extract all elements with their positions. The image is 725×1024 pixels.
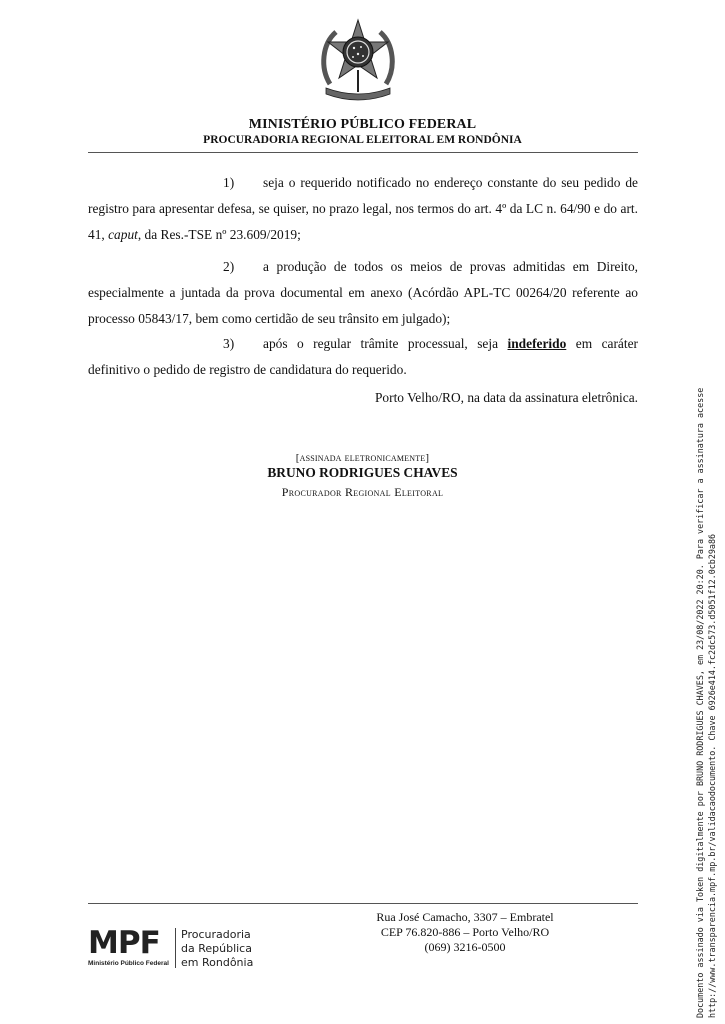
- brazil-coat-of-arms-icon: [318, 18, 398, 102]
- mpf-logo-caption: Ministério Público Federal: [88, 960, 169, 967]
- address-cep: CEP 76.820-886 – Porto Velho/RO: [380, 925, 550, 939]
- item-italic-term: caput: [108, 227, 138, 242]
- place-date: Porto Velho/RO, na data da assinatura eletrônica.: [374, 390, 638, 405]
- item-text-after: em caráter definitivo o pedido de registro de candidatura do requerido.: [88, 336, 638, 377]
- signature-note: [assinada eletronicamente]: [295, 452, 430, 464]
- mpf-logo-letters: MPF: [88, 925, 160, 961]
- org-line-2: da República: [181, 942, 252, 955]
- org-line-3: em Rondônia: [181, 956, 254, 969]
- signer-name: BRUNO RODRIGUES CHAVES: [267, 465, 458, 480]
- request-item-1: [88, 170, 638, 248]
- org-line-1: Procuradoria: [181, 928, 251, 941]
- item-text: a produção de todos os meios de provas admitidas em Direito, especialmente a juntada da prova documental em anexo (Acórdão APL-TC 00264/20 referente ao processo 05843/17, bem como certidão de seu trânsito em julgado);: [88, 259, 638, 326]
- signer-role: Procurador Regional Eleitoral: [281, 485, 444, 499]
- mpf-logo: [88, 926, 263, 972]
- logo-divider: [175, 928, 176, 968]
- stamp-line-2: http://www.transparencia.mpf.mp.br/validacaodocumento. Chave 6926e414.fc2dc573.d5051f12.0cb29a86: [707, 533, 717, 1018]
- request-item-3: [88, 331, 638, 383]
- item-number: 3): [223, 336, 235, 351]
- footer-address: [330, 910, 600, 955]
- item-text-after: , da Res.-TSE nº 23.609/2019;: [137, 227, 301, 242]
- page-title: MINISTÉRIO PÚBLICO FEDERAL: [248, 117, 477, 132]
- page-subtitle: PROCURADORIA REGIONAL ELEITORAL EM RONDÔNIA: [203, 134, 522, 146]
- item-text: seja o requerido notificado no endereço constante do seu pedido de registro para apresentar defesa, se quiser, no prazo legal, nos termos do art. 4º da LC n. 64/90 e do art. 41,: [88, 175, 638, 242]
- mpf-logo-org: [181, 928, 253, 970]
- item-emphasis: indeferido: [507, 336, 567, 351]
- item-number: 1): [223, 175, 235, 190]
- footer-divider: [88, 903, 638, 904]
- item-text-before: após o regular trâmite processual, seja: [263, 336, 499, 351]
- address-street: Rua José Camacho, 3307 – Embratel: [376, 910, 554, 924]
- address-phone: (069) 3216-0500: [424, 940, 506, 954]
- stamp-line-1: Documento assinado via Token digitalmente por BRUNO RODRIGUES CHAVES, em 23/08/2022 20:20. Para verificar a assinatura acesse: [695, 387, 705, 1018]
- header-divider: [88, 152, 638, 153]
- item-number: 2): [223, 259, 235, 274]
- request-item-2: [88, 254, 638, 332]
